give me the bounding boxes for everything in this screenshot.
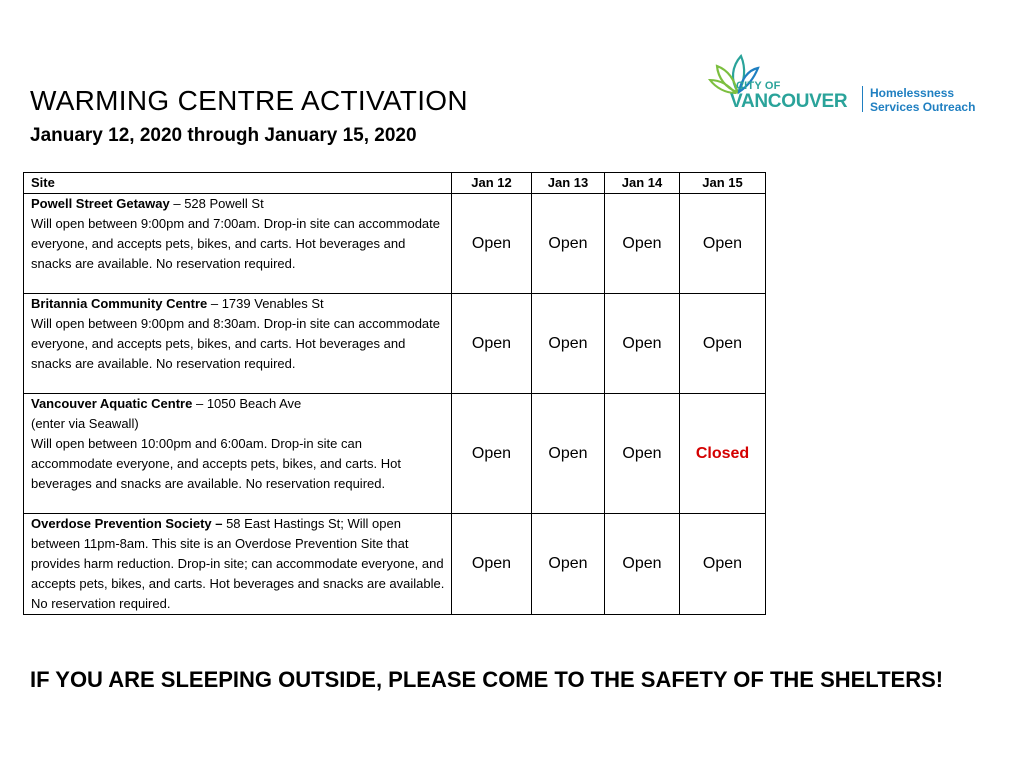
table-row [24, 514, 766, 615]
site-name: Vancouver Aquatic Centre [31, 396, 193, 411]
site-cell [24, 194, 452, 294]
status-cell: Open [532, 194, 605, 294]
logo-department [870, 86, 975, 114]
column-header-jan-15: Jan 15 [680, 173, 766, 194]
status-cell: Open [605, 394, 680, 514]
table-header-row [24, 173, 766, 194]
table-row [24, 394, 766, 514]
status-cell: Open [452, 394, 532, 514]
status-cell: Open [452, 194, 532, 294]
logo-department-line-1: Homelessness [870, 86, 955, 100]
site-address: – 1739 Venables St [207, 296, 324, 311]
column-header-jan-13: Jan 13 [532, 173, 605, 194]
status-cell: Open [532, 514, 605, 615]
column-header-jan-14: Jan 14 [605, 173, 680, 194]
site-name: Britannia Community Centre [31, 296, 208, 311]
site-details: Will open between 9:00pm and 8:30am. Drop-in site can accommodate everyone, and accepts pets, bikes, and carts. Hot beverages and snacks are available. No reservation required. [31, 316, 440, 371]
status-cell: Open [452, 514, 532, 615]
column-header-jan-12: Jan 12 [452, 173, 532, 194]
site-name: Overdose Prevention Society – [31, 516, 223, 531]
status-cell: Open [532, 394, 605, 514]
site-cell [24, 294, 452, 394]
site-address: – 1050 Beach Ave [192, 396, 302, 411]
table-row [24, 294, 766, 394]
site-entry-note: (enter via Seawall) [31, 416, 139, 431]
status-cell: Open [452, 294, 532, 394]
page-title: WARMING CENTRE ACTIVATION [30, 85, 468, 116]
city-of-vancouver-logo [708, 52, 998, 118]
site-details: Will open between 9:00pm and 7:00am. Drop-in site can accommodate everyone, and accepts pets, bikes, and carts. Hot beverages and snacks are available. No reservation required. [31, 216, 440, 271]
logo-department-line-2: Services Outreach [870, 100, 976, 114]
table-row [24, 194, 766, 294]
status-cell: Open [532, 294, 605, 394]
logo-city-of: CITY OF [736, 80, 781, 92]
status-cell: Open [605, 514, 680, 615]
status-cell: Open [605, 194, 680, 294]
site-name: Powell Street Getaway [31, 196, 170, 211]
status-cell: Open [680, 514, 766, 615]
logo-divider [862, 86, 863, 112]
site-details: Will open between 10:00pm and 6:00am. Drop-in site can accommodate everyone, and accepts pets, bikes, and carts. Hot beverages and snacks are available. No reservation required. [31, 436, 401, 491]
column-header-site: Site [24, 173, 452, 194]
date-range-subtitle: January 12, 2020 through January 15, 2020 [30, 125, 417, 146]
shelter-safety-notice: IF YOU ARE SLEEPING OUTSIDE, PLEASE COME TO THE SAFETY OF THE SHELTERS! [30, 667, 944, 692]
site-address: – 528 Powell St [169, 196, 264, 211]
status-cell: Closed [680, 394, 766, 514]
logo-vancouver: VANCOUVER [730, 91, 848, 112]
site-address-and-details: 58 East Hastings St; Will open between 11pm-8am. This site is an Overdose Prevention Site that provides harm reduction. Drop-in site; can accommodate everyone, and accepts pets, bikes, and carts. Hot beverages and snacks are available. No reservation required. [31, 516, 445, 611]
site-cell [24, 394, 452, 514]
warming-centre-schedule-table [23, 172, 766, 615]
status-cell: Open [680, 194, 766, 294]
status-cell: Open [605, 294, 680, 394]
status-cell: Open [680, 294, 766, 394]
site-cell [24, 514, 452, 615]
